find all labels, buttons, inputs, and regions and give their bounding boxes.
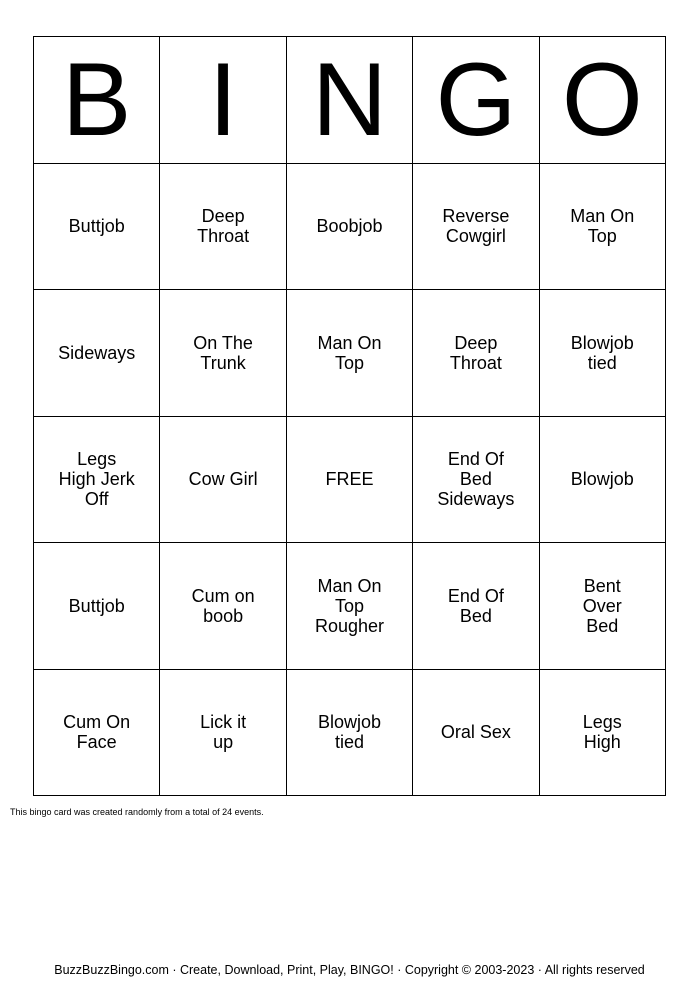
bingo-square: On The Trunk [160,290,286,417]
header-letter-b: B [34,37,160,164]
bingo-square: End Of Bed Sideways [413,417,539,544]
bingo-square: Man On Top Rougher [287,543,413,670]
bingo-square: Man On Top [540,164,666,291]
bingo-square: Boobjob [287,164,413,291]
bingo-square: Cum on boob [160,543,286,670]
bingo-square: End Of Bed [413,543,539,670]
bingo-square: Bent Over Bed [540,543,666,670]
card-note: This bingo card was created randomly from a total of 24 events. [10,807,264,817]
header-letter-n: N [287,37,413,164]
free-square: FREE [287,417,413,544]
bingo-square: Legs High Jerk Off [34,417,160,544]
bingo-square: Buttjob [34,543,160,670]
header-letter-i: I [160,37,286,164]
bingo-square: Cum On Face [34,670,160,797]
bingo-square: Blowjob tied [287,670,413,797]
bingo-square: Buttjob [34,164,160,291]
bingo-square: Deep Throat [413,290,539,417]
header-letter-o: O [540,37,666,164]
bingo-square: Reverse Cowgirl [413,164,539,291]
header-letter-g: G [413,37,539,164]
bingo-square: Blowjob tied [540,290,666,417]
bingo-square: Oral Sex [413,670,539,797]
bingo-square: Lick it up [160,670,286,797]
bingo-square: Deep Throat [160,164,286,291]
bingo-square: Blowjob [540,417,666,544]
bingo-square: Cow Girl [160,417,286,544]
bingo-card [33,36,666,796]
bingo-square: Legs High [540,670,666,797]
bingo-square: Sideways [34,290,160,417]
bingo-square: Man On Top [287,290,413,417]
page-footer: BuzzBuzzBingo.com · Create, Download, Print, Play, BINGO! · Copyright © 2003-2023 · All rights reserved [54,963,645,977]
